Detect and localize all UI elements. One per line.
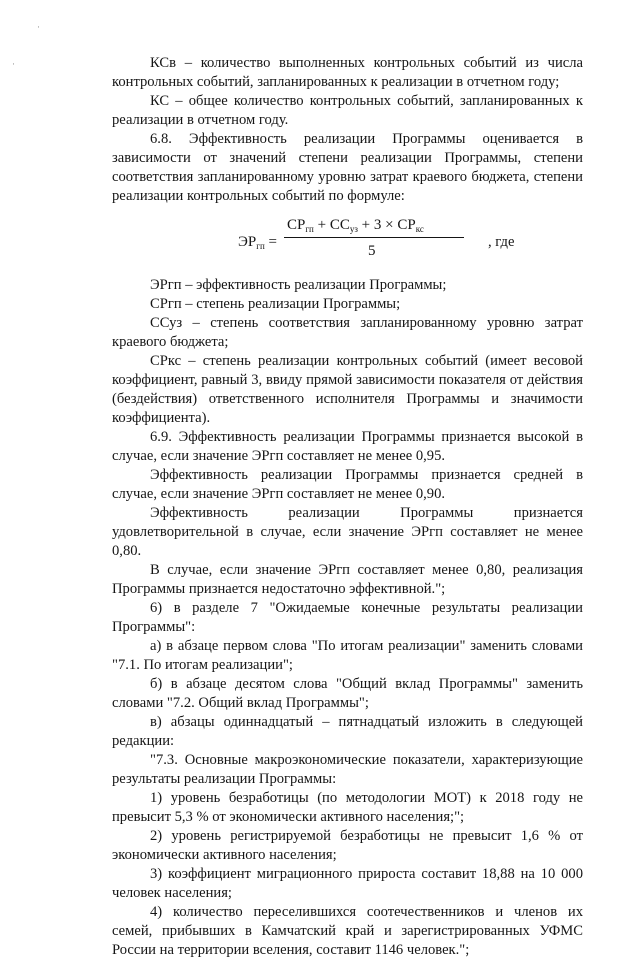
- paragraph: "7.3. Основные макроэкономические показатели, характеризующие результаты реализации Программы:: [112, 752, 583, 787]
- formula-where: , где: [488, 234, 515, 250]
- scan-speck: ·: [37, 22, 40, 32]
- paragraph: 6.8. Эффективность реализации Программы оценивается в зависимости от значений степени реализации Программы, степени соответствия запланированному уровню затрат краевого бюджета, степени реализации контрольных событий по формуле:: [112, 131, 583, 204]
- formula-lhs: $ЭР_{гп}$ =: [238, 234, 277, 251]
- scan-speck: ·: [12, 59, 15, 69]
- paragraph: В случае, если значение ЭРгп составляет менее 0,80, реализация Программы признается недостаточно эффективной.";: [112, 562, 583, 597]
- paragraph: 2) уровень регистрируемой безработицы не превысит 1,6 % от экономически активного населения;: [112, 828, 583, 863]
- efficiency-formula: [112, 206, 583, 276]
- paragraph: Эффективность реализации Программы признается удовлетворительной в случае, если значение ЭРгп составляет не менее 0,80.: [112, 505, 583, 559]
- paragraph: 3) коэффициент миграционного прироста составит 18,88 на 10 000 человек населения;: [112, 866, 583, 901]
- definition: СРгп – степень реализации Программы;: [150, 296, 401, 312]
- definition: ССуз – степень соответствия запланированному уровню затрат краевого бюджета;: [112, 315, 583, 350]
- document-body: [112, 54, 583, 960]
- paragraph: 4) количество переселившихся соотечественников и членов их семей, прибывших в Камчатский край и зарегистрированных УФМС России на территории вселения, составит 1146 человек.";: [112, 904, 583, 958]
- formula-denominator: 5: [368, 243, 376, 259]
- paragraph: а) в абзаце первом слова "По итогам реализации" заменить словами "7.1. По итогам реализации";: [112, 638, 583, 673]
- formula-numerator: $СР_{гп} + СС_{уз} + 3 \times СР_{кс}$: [287, 217, 424, 234]
- definition: ЭРгп – эффективность реализации Программы;: [150, 277, 447, 293]
- paragraph: КС – общее количество контрольных событий, запланированных к реализации в отчетном году.: [112, 93, 583, 128]
- paragraph: 6) в разделе 7 "Ожидаемые конечные результаты реализации Программы":: [112, 600, 583, 635]
- definition: СРкс – степень реализации контрольных событий (имеет весовой коэффициент, равный 3, ввиду прямой зависимости показателя от действия (бездействия) ответственного исполнителя Программы и значимости коэффициента).: [112, 353, 583, 426]
- paragraph: 1) уровень безработицы (по методологии МОТ) к 2018 году не превысит 5,3 % от экономически активного населения;";: [112, 790, 583, 825]
- paragraph: КСв – количество выполненных контрольных событий из числа контрольных событий, запланированных к реализации в отчетном году;: [112, 55, 583, 90]
- fraction-bar: [284, 237, 464, 238]
- paragraph: в) абзацы одиннадцатый – пятнадцатый изложить в следующей редакции:: [112, 714, 583, 749]
- paragraph: Эффективность реализации Программы признается средней в случае, если значение ЭРгп составляет не менее 0,90.: [112, 467, 583, 502]
- paragraph: б) в абзаце десятом слова "Общий вклад Программы" заменить словами "7.2. Общий вклад Программы";: [112, 676, 583, 711]
- paragraph: 6.9. Эффективность реализации Программы признается высокой в случае, если значение ЭРгп составляет не менее 0,95.: [112, 429, 583, 464]
